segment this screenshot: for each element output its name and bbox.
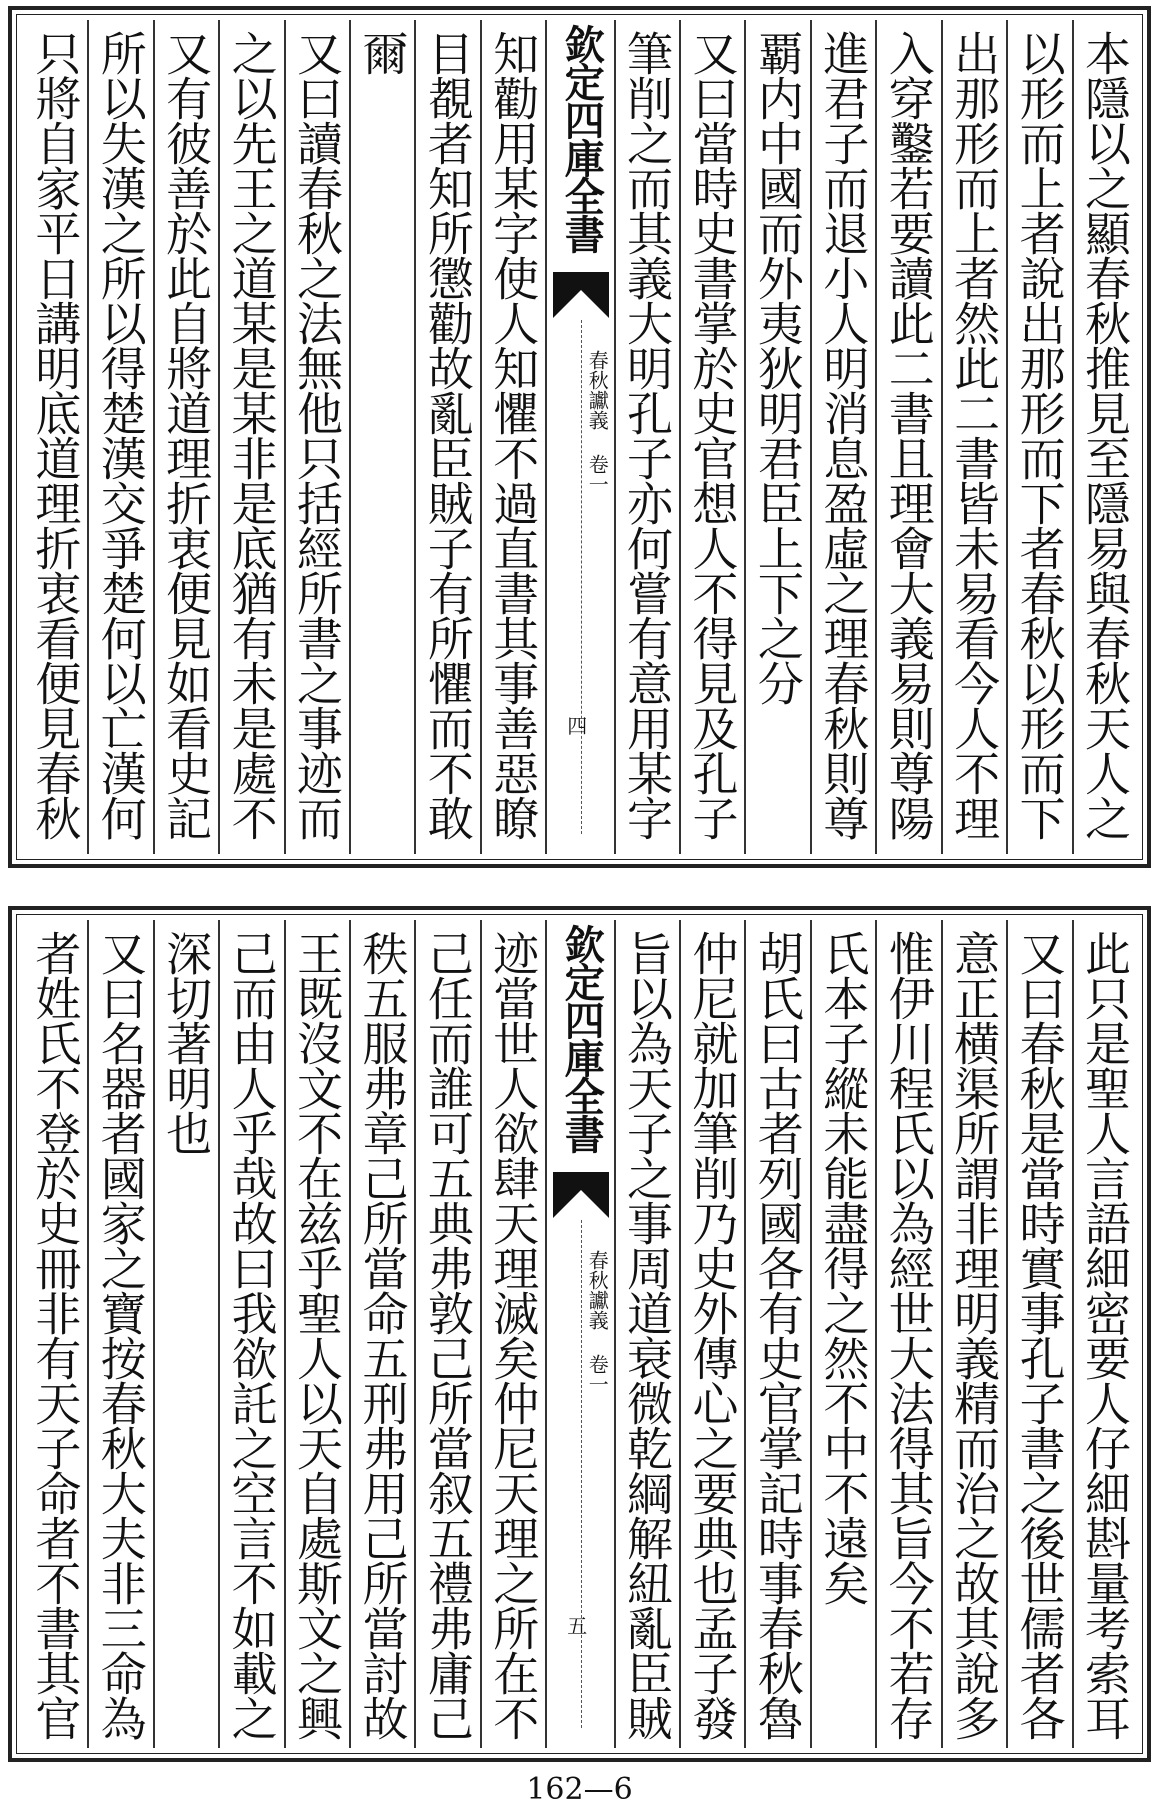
text-column: 之以先王之道某是某非是底猶有未是處不 bbox=[218, 20, 283, 854]
collection-title: 欽定四庫全書 bbox=[558, 924, 606, 1152]
book-title: 春秋讞義 bbox=[585, 350, 610, 430]
text-column: 者姓氏不登於史冊非有天子命者不書其官 bbox=[28, 930, 83, 1740]
text-column: 又曰名器者國家之寶按春秋大夫非三命為 bbox=[87, 920, 152, 1748]
text-column: 仲尼就加筆削乃史外傳心之要典也孟子發 bbox=[679, 920, 744, 1748]
volume-label: 卷一 bbox=[585, 1354, 610, 1394]
text-column: 進君子而退小人明消息盈虛之理春秋則尊 bbox=[810, 20, 875, 854]
text-column: 秩五服弗章己所當命五刑弗用己所當討故 bbox=[349, 920, 414, 1748]
text-column: 氏本子縱未能盡得之然不中不遠矣 bbox=[810, 920, 875, 1748]
text-column: 知勸用某字使人知懼不過直書其事善惡瞭 bbox=[480, 20, 545, 854]
center-margin bbox=[545, 920, 613, 1748]
text-column: 胡氏曰古者列國各有史官掌記時事春秋魯 bbox=[744, 920, 809, 1748]
book-volume bbox=[551, 1250, 611, 1394]
text-column: 旨以為天子之事周道衰微乾綱解紐亂臣賊 bbox=[614, 920, 679, 1748]
text-column: 以形而上者說出那形而下者春秋以形而下 bbox=[1006, 20, 1071, 854]
page-number: 五 bbox=[567, 1614, 588, 1638]
page-bottom bbox=[8, 906, 1151, 1762]
text-column: 又曰當時史書掌於史官想人不得見及孔子 bbox=[679, 20, 744, 854]
text-column: 己任而誰可五典弗敦己所當叙五禮弗庸己 bbox=[414, 920, 479, 1748]
text-column: 筆削之而其義大明孔子亦何嘗有意用某字 bbox=[614, 20, 679, 854]
text-column: 王既沒文不在兹乎聖人以天自處斯文之興 bbox=[284, 920, 349, 1748]
text-column: 本隱以之顯春秋推見至隱易與春秋天人之 bbox=[1072, 20, 1137, 854]
volume-label: 卷一 bbox=[585, 454, 610, 494]
text-column: 目覩者知所懲勸故亂臣賊子有所懼而不敢 bbox=[414, 20, 479, 854]
text-column: 迹當世人欲肆天理滅矣仲尼天理之所在不 bbox=[480, 920, 545, 1748]
text-column: 覇内中國而外夷狄明君臣上下之分 bbox=[744, 20, 809, 854]
center-margin bbox=[545, 20, 613, 854]
text-column: 入穿鑿若要讀此二書且理會大義易則尊陽 bbox=[875, 20, 940, 854]
page-top bbox=[8, 6, 1151, 868]
text-column: 又曰讀春秋之法無他只括經所書之事迹而 bbox=[284, 20, 349, 854]
page-footer-number: 162—6 bbox=[526, 1772, 633, 1807]
text-column: 爾 bbox=[349, 20, 414, 854]
collection-title: 欽定四庫全書 bbox=[558, 24, 606, 252]
text-column: 深切著明也 bbox=[153, 920, 218, 1748]
fishtail-mark-icon bbox=[553, 272, 609, 318]
book-title: 春秋讞義 bbox=[585, 1250, 610, 1330]
text-column: 出那形而上者然此二書皆未易看今人不理 bbox=[941, 20, 1006, 854]
fishtail-mark-icon bbox=[553, 1172, 609, 1218]
text-column: 所以失漢之所以得楚漢交爭楚何以亡漢何 bbox=[87, 20, 152, 854]
text-column: 意正横渠所謂非理明義精而治之故其說多 bbox=[941, 920, 1006, 1748]
text-column: 又有彼善於此自將道理折衷便見如看史記 bbox=[153, 20, 218, 854]
text-column: 只將自家平日講明底道理折衷看便見春秋 bbox=[28, 30, 83, 840]
page-number: 四 bbox=[567, 714, 588, 738]
book-volume bbox=[551, 350, 611, 494]
text-column: 此只是聖人言語細密要人仔細斟量考索耳 bbox=[1072, 920, 1137, 1748]
text-column: 己而由人乎哉故曰我欲託之空言不如載之 bbox=[218, 920, 283, 1748]
text-column: 惟伊川程氏以為經世大法得其旨今不若存 bbox=[875, 920, 940, 1748]
text-column: 又曰春秋是當時實事孔子書之後世儒者各 bbox=[1006, 920, 1071, 1748]
